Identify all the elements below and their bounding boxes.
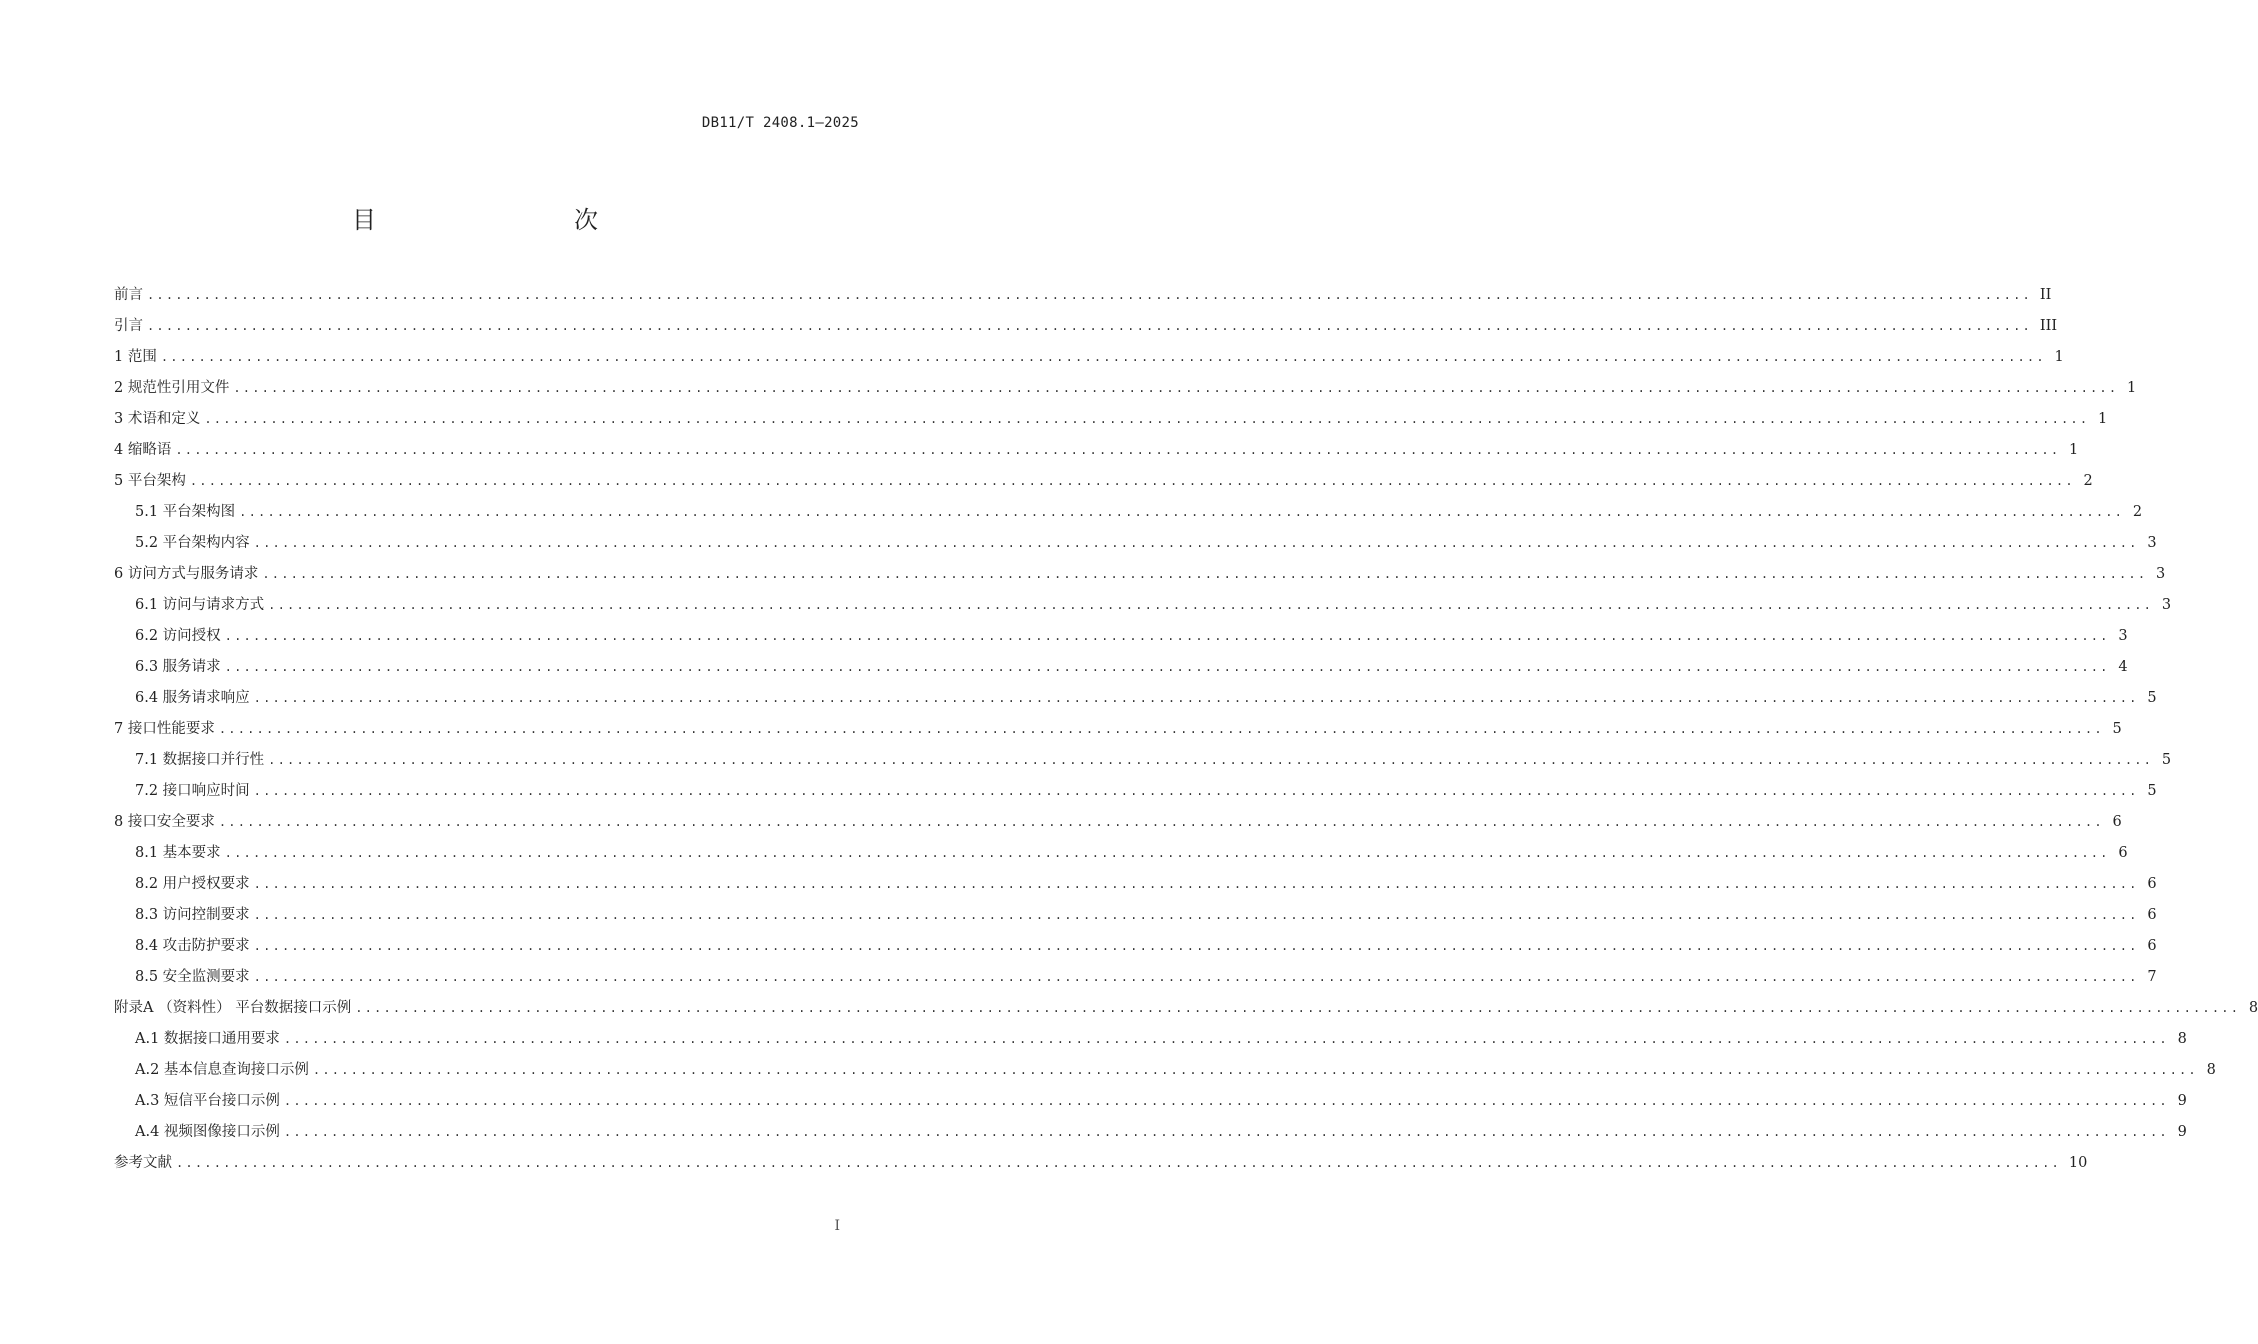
toc-entry-page: 9 — [2177, 1093, 2187, 1109]
toc-entry[interactable] — [114, 466, 2093, 497]
toc-dot-leader: ........................................................................................................................................................................................................ — [355, 1001, 2241, 1015]
toc-dot-leader: ........................................................................................................................................................................................................ — [218, 815, 2104, 829]
toc-entry-page: 7 — [2147, 969, 2157, 985]
toc-dot-leader: ........................................................................................................................................................................................................ — [160, 350, 2046, 364]
toc-dot-leader: ........................................................................................................................................................................................................ — [147, 288, 2032, 302]
toc-dot-leader: ........................................................................................................................................................................................................ — [253, 877, 2139, 891]
toc-entry[interactable] — [114, 311, 2058, 342]
toc-entry-page: III — [2039, 318, 2058, 334]
toc-dot-leader: ........................................................................................................................................................................................................ — [253, 536, 2139, 550]
toc-entry-page: 1 — [2069, 442, 2079, 458]
table-of-contents — [114, 280, 2258, 1179]
toc-entry-page: 1 — [2098, 411, 2108, 427]
toc-entry-page: 10 — [2068, 1155, 2088, 1171]
toc-entry-label: 7.2 接口响应时间 — [135, 783, 250, 799]
toc-entry[interactable] — [114, 776, 2157, 807]
toc-entry[interactable] — [114, 745, 2172, 776]
toc-dot-leader: ........................................................................................................................................................................................................ — [283, 1032, 2169, 1046]
toc-entry-page: 5 — [2112, 721, 2122, 737]
toc-entry-label: 6.1 访问与请求方式 — [135, 597, 265, 613]
toc-dot-leader: ........................................................................................................................................................................................................ — [233, 381, 2119, 395]
toc-entry-label: A.4 视频图像接口示例 — [135, 1124, 280, 1140]
toc-entry-page: 5 — [2147, 690, 2157, 706]
toc-dot-leader: ........................................................................................................................................................................................................ — [239, 505, 2125, 519]
toc-entry-page: 6 — [2147, 876, 2157, 892]
standard-code: DB11/T 2408.1—2025 — [701, 115, 859, 131]
toc-entry-page: 3 — [2161, 597, 2172, 613]
toc-entry-label: 6.4 服务请求响应 — [135, 690, 250, 706]
toc-dot-leader: ........................................................................................................................................................................................................ — [253, 908, 2139, 922]
toc-dot-leader: ........................................................................................................................................................................................................ — [253, 784, 2139, 798]
toc-entry[interactable] — [114, 714, 2122, 745]
toc-entry-page: 8 — [2206, 1062, 2216, 1078]
toc-entry[interactable] — [114, 807, 2122, 838]
toc-entry[interactable] — [114, 497, 2143, 528]
toc-entry-page: 6 — [2118, 845, 2128, 861]
toc-entry-page: 4 — [2118, 659, 2128, 675]
toc-entry-label: 6 访问方式与服务请求 — [114, 566, 259, 582]
toc-entry-page: 6 — [2147, 938, 2157, 954]
toc-entry-page: 8 — [2248, 1000, 2258, 1016]
toc-dot-leader: ........................................................................................................................................................................................................ — [189, 474, 2075, 488]
toc-dot-leader: ........................................................................................................................................................................................................ — [253, 939, 2139, 953]
toc-dot-leader: ........................................................................................................................................................................................................ — [224, 846, 2110, 860]
toc-entry-label: 5 平台架构 — [114, 473, 186, 489]
toc-entry[interactable] — [114, 1086, 2187, 1117]
toc-dot-leader: ........................................................................................................................................................................................................ — [218, 722, 2104, 736]
toc-entry[interactable] — [114, 342, 2064, 373]
toc-entry-label: 6.3 服务请求 — [135, 659, 221, 675]
toc-dot-leader: ........................................................................................................................................................................................................ — [176, 1156, 2061, 1170]
toc-entry[interactable] — [114, 404, 2108, 435]
toc-dot-leader: ........................................................................................................................................................................................................ — [268, 598, 2154, 612]
toc-entry[interactable] — [114, 683, 2157, 714]
toc-entry-label: 6.2 访问授权 — [135, 628, 221, 644]
toc-entry-label: 1 范围 — [114, 349, 157, 365]
toc-entry[interactable] — [114, 621, 2128, 652]
toc-dot-leader: ........................................................................................................................................................................................................ — [175, 443, 2061, 457]
toc-entry-page: 3 — [2147, 535, 2157, 551]
toc-entry-page: 2 — [2132, 504, 2143, 520]
toc-entry[interactable] — [114, 1055, 2216, 1086]
toc-entry[interactable] — [114, 559, 2166, 590]
toc-entry-label: 7 接口性能要求 — [114, 721, 215, 737]
toc-dot-leader: ........................................................................................................................................................................................................ — [268, 753, 2154, 767]
toc-entry-label: 引言 — [114, 318, 143, 334]
toc-entry[interactable] — [114, 962, 2157, 993]
toc-entry[interactable] — [114, 1148, 2088, 1179]
toc-entry-label: 5.2 平台架构内容 — [135, 535, 250, 551]
toc-entry-label: 7.1 数据接口并行性 — [135, 752, 265, 768]
toc-entry[interactable] — [114, 435, 2079, 466]
toc-dot-leader: ........................................................................................................................................................................................................ — [283, 1125, 2169, 1139]
toc-dot-leader: ........................................................................................................................................................................................................ — [224, 660, 2110, 674]
toc-entry-label: 8.3 访问控制要求 — [135, 907, 250, 923]
toc-entry[interactable] — [114, 373, 2137, 404]
toc-entry-label: 8.5 安全监测要求 — [135, 969, 250, 985]
toc-entry-page: 3 — [2118, 628, 2128, 644]
toc-dot-leader: ........................................................................................................................................................................................................ — [262, 567, 2148, 581]
toc-entry-label: A.1 数据接口通用要求 — [135, 1031, 280, 1047]
toc-entry-page: 6 — [2112, 814, 2122, 830]
toc-entry[interactable] — [114, 1117, 2187, 1148]
toc-entry-page: 5 — [2147, 783, 2157, 799]
toc-dot-leader: ........................................................................................................................................................................................................ — [253, 691, 2139, 705]
toc-entry-label: 4 缩略语 — [114, 442, 172, 458]
toc-dot-leader: ........................................................................................................................................................................................................ — [204, 412, 2090, 426]
toc-entry-page: 6 — [2147, 907, 2157, 923]
toc-entry-page: II — [2039, 287, 2052, 303]
toc-entry-label: 8.2 用户授权要求 — [135, 876, 250, 892]
toc-entry[interactable] — [114, 652, 2128, 683]
toc-title: 目 次 — [352, 206, 648, 234]
toc-entry-label: 8.1 基本要求 — [135, 845, 221, 861]
toc-entry-page: 5 — [2161, 752, 2172, 768]
page-number: I — [834, 1218, 840, 1234]
toc-entry[interactable] — [114, 528, 2157, 559]
toc-entry[interactable] — [114, 900, 2157, 931]
toc-entry-page: 9 — [2177, 1124, 2187, 1140]
toc-entry[interactable] — [114, 1024, 2187, 1055]
toc-dot-leader: ........................................................................................................................................................................................................ — [224, 629, 2110, 643]
toc-entry-label: 2 规范性引用文件 — [114, 380, 230, 396]
toc-entry[interactable] — [114, 280, 2052, 311]
toc-entry-page: 2 — [2083, 473, 2093, 489]
toc-entry-page: 3 — [2156, 566, 2166, 582]
toc-entry-label: A.3 短信平台接口示例 — [135, 1093, 280, 1109]
toc-entry-label: 前言 — [114, 287, 143, 303]
toc-entry[interactable] — [114, 838, 2128, 869]
toc-entry-page: 8 — [2177, 1031, 2187, 1047]
toc-entry[interactable] — [114, 931, 2157, 962]
toc-dot-leader: ........................................................................................................................................................................................................ — [253, 970, 2139, 984]
toc-entry[interactable] — [114, 869, 2157, 900]
toc-dot-leader: ........................................................................................................................................................................................................ — [312, 1063, 2198, 1077]
toc-entry[interactable] — [114, 993, 2258, 1024]
toc-entry-label: 8.4 攻击防护要求 — [135, 938, 250, 954]
toc-entry[interactable] — [114, 590, 2172, 621]
toc-dot-leader: ........................................................................................................................................................................................................ — [283, 1094, 2169, 1108]
toc-entry-label: 5.1 平台架构图 — [135, 504, 236, 520]
toc-entry-label: 3 术语和定义 — [114, 411, 201, 427]
toc-entry-label: 8 接口安全要求 — [114, 814, 215, 830]
toc-dot-leader: ........................................................................................................................................................................................................ — [147, 319, 2032, 333]
toc-entry-label: A.2 基本信息查询接口示例 — [135, 1062, 309, 1078]
toc-entry-label: 附录A （资料性） 平台数据接口示例 — [114, 1000, 352, 1016]
toc-entry-page: 1 — [2054, 349, 2064, 365]
toc-entry-label: 参考文献 — [114, 1155, 172, 1171]
toc-entry-page: 1 — [2127, 380, 2137, 396]
